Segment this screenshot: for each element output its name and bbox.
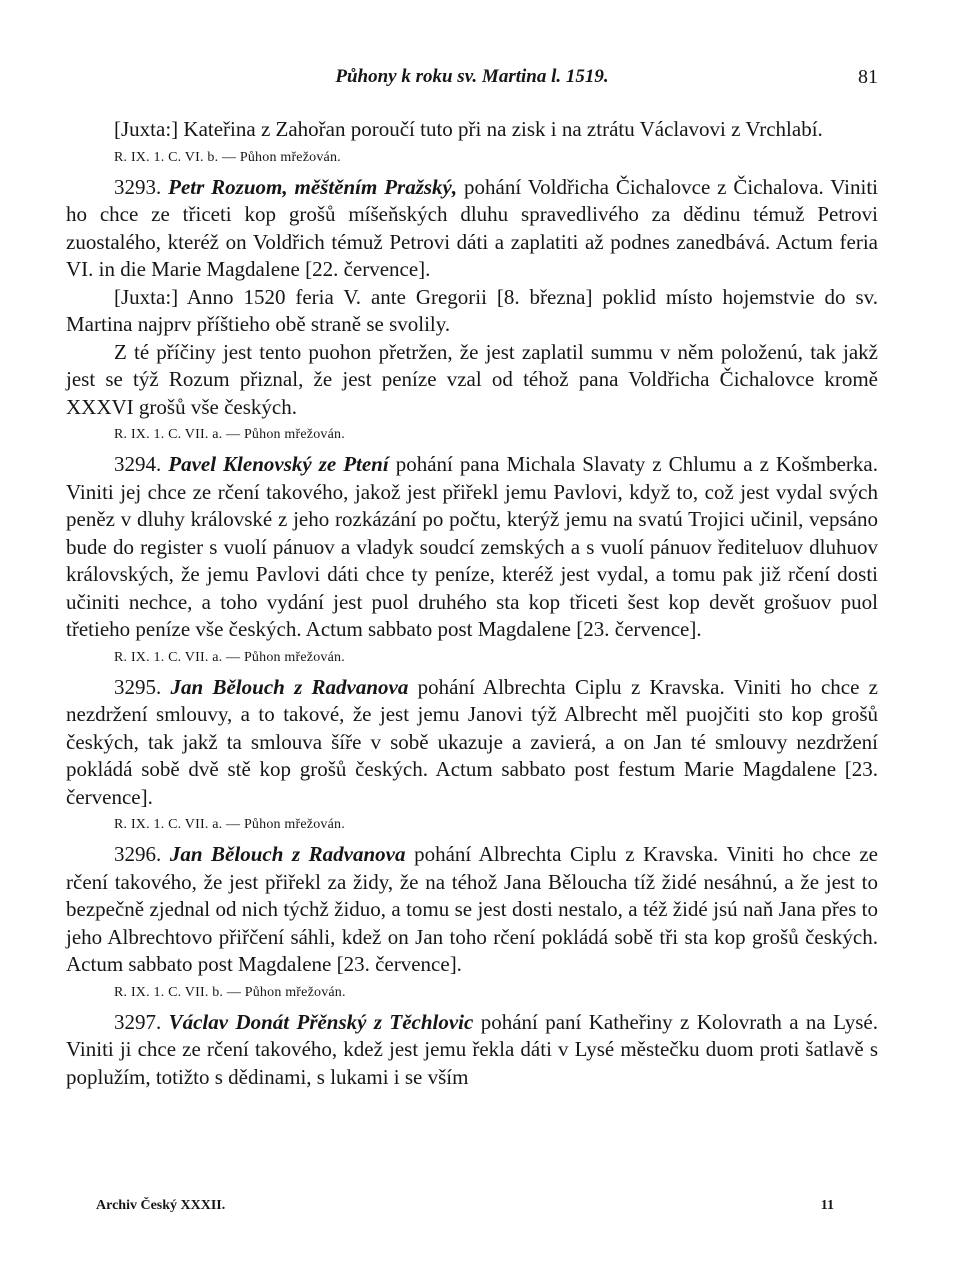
archive-signature: R. IX. 1. C. VII. a. — Půhon mřežován. <box>114 427 345 442</box>
entry-3297 <box>66 1009 878 1092</box>
sheet-number: 11 <box>820 1198 834 1213</box>
entry-text: pohání Albrechta Ciplu z Kravska. Viniti ho chce z nezdržení smlouvy, a to takové, že jest jemu Janovi týž Albrecht měl puojčiti sto kop grošů českých, tak jakž ta smlouva šíře v sobě ukazuje a zavierá, a on Jan té smlouvy nezdržení pokládá sobě dvě stě kop grošů českých. Actum sabbato post festum Marie Magdalene [23. července]. <box>66 674 879 809</box>
entry-note: Z té příčiny jest tento puohon přetržen, že jest zaplatil summu v něm položenú, tak jakž jest se týž Rozum přiznal, že jest peníze vzal od téhož pana Voldřicha Čichalovce kromě XXXVI grošů vše českých. <box>66 339 878 419</box>
entry-parties: Jan Bělouch z Radvanova <box>170 674 409 699</box>
entry-parties: Jan Bělouch z Radvanova <box>169 842 406 866</box>
entry-text: pohání Voldřicha Čichalovce z Čichalova. Viniti ho chce ze třiceti kop grošů míšeňských dluhu spravedlivého za dědinu témuž Petrovi zuostalého, kteréž on Voldřich témuž Petrovi dáti a zaplatiti až podnes zanedbává. Actum feria VI. in die Marie Magdalene [22. července]. <box>66 174 879 281</box>
entry-number: 3297. <box>114 1009 162 1034</box>
entry-number: 3295. <box>114 674 162 699</box>
entry-text: pohání paní Katheřiny z Kolovrath a na Lysé. Viniti ji chce ze rčení takového, kdež jest jemu řekla dáti v Lysé městečku duom proti šatlavě s poplužím, totižto s dědinami, s lukami i se vším <box>66 1009 878 1089</box>
entry-number: 3294. <box>114 452 162 476</box>
archive-signature: R. IX. 1. C. VI. b. — Půhon mřežován. <box>114 149 341 165</box>
entry-number: 3296. <box>114 842 162 866</box>
entry-3294 <box>66 451 878 644</box>
entry-juxta-paragraph: [Juxta:] Kateřina z Zahořan poroučí tuto při na zisk i na ztrátu Václavovi z Vrchlabí. <box>114 117 823 141</box>
page-footer <box>96 1198 856 1220</box>
entry-number: 3293. <box>114 174 162 199</box>
entry-parties: Petr Rozuom, měštěním Pražský, <box>168 174 458 199</box>
entry-3296 <box>66 841 878 979</box>
document-page <box>66 58 878 1258</box>
volume-signature: Archiv Český XXXII. <box>96 1198 226 1213</box>
page-body <box>66 116 878 1091</box>
entry-3293 <box>66 174 878 284</box>
archive-signature: R. IX. 1. C. VII. a. — Půhon mřežován. <box>114 817 345 832</box>
archive-signature: R. IX. 1. C. VII. a. — Půhon mřežován. <box>114 649 345 665</box>
entry-note: [Juxta:] Anno 1520 feria V. ante Gregorii [8. března] poklid místo hojemstvie do sv. Martina najprv příštieho obě straně se svolily. <box>66 284 878 336</box>
page-header <box>66 66 878 96</box>
entry-3295 <box>66 674 878 812</box>
entry-parties: Pavel Klenovský ze Ptení <box>168 452 389 476</box>
entry-text: pohání pana Michala Slavaty z Chlumu a z Košmberka. Viniti jej chce ze rčení takového, jakož jest přiřekl jemu Pavlovi, když to, což jest vydal svých peněz v dluhy královské z jeho rozkázání po počtu, kterýž jemu na svatú Trojici učinil, vepsáno bude do register s vuolí pánuov a vladyk soudcí zemských a s vuolí pánuov ředitelu​ov dluhuov královských, že jemu Pavlovi dáti chce ty peníze, kteréž jest vydal, a tomu pak již rčení dosti učiniti nechce, a toho vydání jest puol druhého sta kop třiceti šest kop devět grošuov puol třetieho peníze vše českých. Actum sabbato post Magdalene [23. července]. <box>66 452 878 641</box>
running-title: Půhony k roku sv. Martina l. 1519. <box>335 66 609 87</box>
archive-signature: R. IX. 1. C. VII. b. — Půhon mřežován. <box>114 984 346 1000</box>
entry-text: pohání Albrechta Ciplu z Kravska. Viniti ho chce ze rčení takového, že jest přiřekl za židy, že na téhož Jana Běloucha tíž židé nesáhnú, a že jest to bezpečně zjednal od nich týchž židuo, a tomu se jest dosti nestalo, a též židé jsú naň Jana přes to jeho Albrechtovo přiřčení sáhli, kdež on Jan toho rčení pokládá sobě tři sta kop grošů českých. Actum sabbato post Magdalene [23. července]. <box>66 842 879 976</box>
entry-parties: Václav Donát Přěnský z Těchlovic <box>168 1009 474 1034</box>
page-number: 81 <box>858 66 878 88</box>
